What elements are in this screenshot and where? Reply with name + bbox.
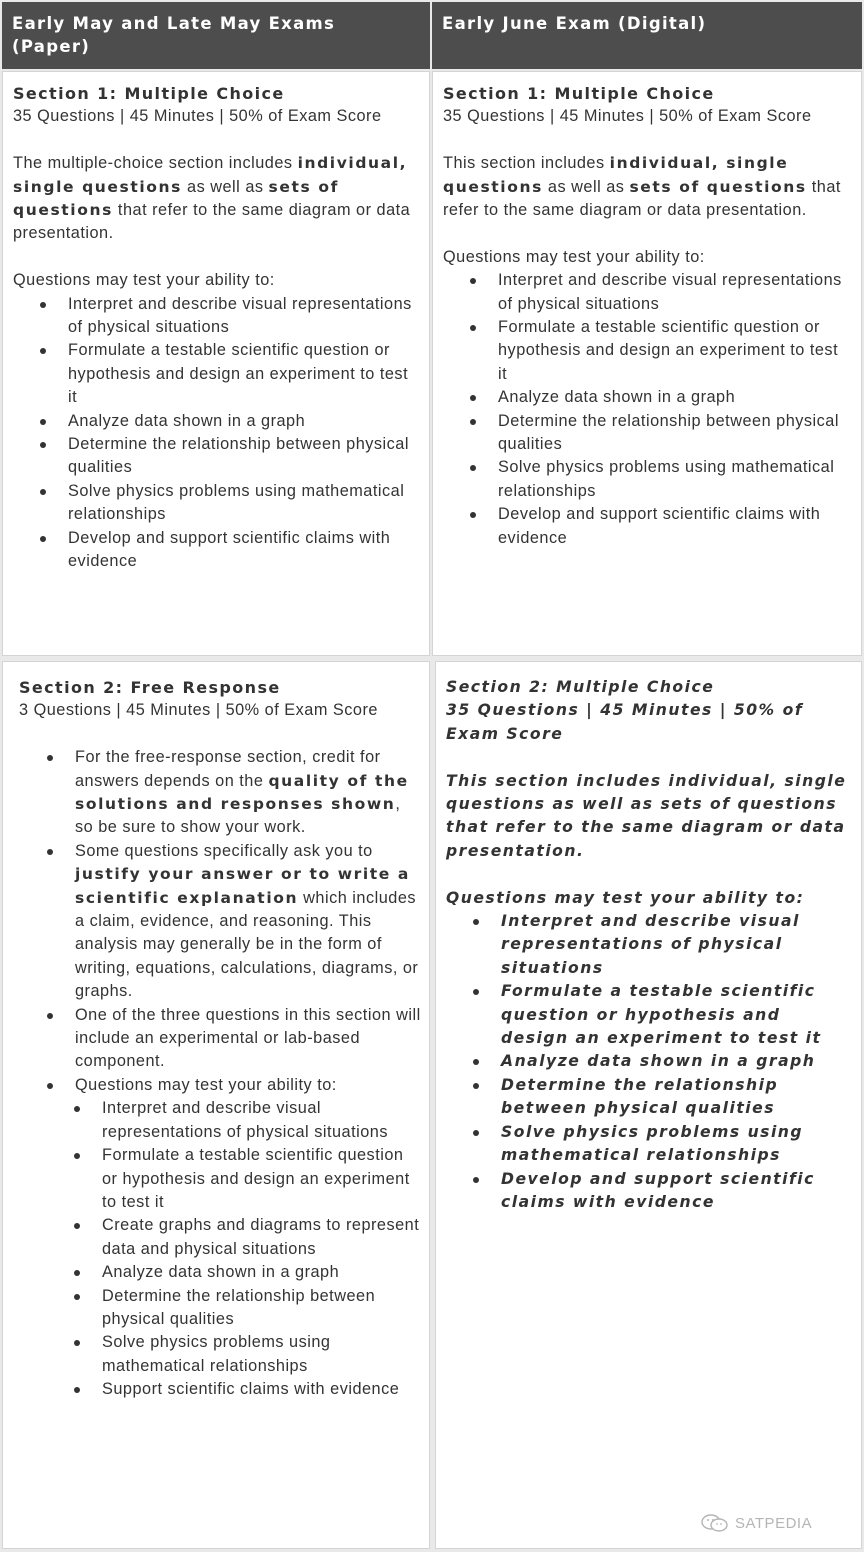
list-item: Analyze data shown in a graph: [498, 386, 851, 409]
paper-section-2: [2, 661, 430, 1549]
list-item: Solve physics problems using mathematical relationships: [501, 1121, 851, 1168]
list-item: Determine the relationship between physical qualities: [68, 433, 419, 480]
watermark-text: SATPEDIA: [735, 1514, 813, 1532]
section-title: Section 1: Multiple Choice: [13, 84, 285, 103]
section-meta: 35 Questions | 45 Minutes | 50% of Exam Score: [446, 701, 804, 743]
free-response-list: [19, 746, 421, 1401]
section-intro: This section includes individual, single questions as well as sets of questions that refer to the same diagram or data presentation.: [443, 154, 841, 220]
list-item: Solve physics problems using mathematical relationships: [102, 1331, 421, 1378]
list-item: Formulate a testable scientific question or hypothesis and design an experiment to test it: [68, 339, 419, 409]
section-title: Section 2: Free Response: [19, 678, 281, 697]
list-item: Determine the relationship between physical qualities: [501, 1074, 851, 1121]
list-item: Interpret and describe visual representations of physical situations: [498, 269, 851, 316]
watermark: [700, 1513, 812, 1533]
list-item: Develop and support scientific claims with evidence: [498, 503, 851, 550]
list-item: Formulate a testable scientific question or hypothesis and design an experiment to test it: [102, 1144, 421, 1214]
digital-section-2: [435, 661, 862, 1549]
list-item: Some questions specifically ask you to justify your answer or to write a scientific explanation which includes a claim, evidence, and reasoning. This analysis may generally be in the form of writing, equations, calculations, diagrams, or graphs.: [75, 840, 421, 1004]
digital-section-1: [432, 71, 862, 656]
wechat-icon: [700, 1513, 730, 1533]
list-item: Analyze data shown in a graph: [102, 1261, 421, 1284]
header-digital-exam: Early June Exam (Digital): [432, 2, 862, 69]
list-item: Create graphs and diagrams to represent data and physical situations: [102, 1214, 421, 1261]
header-paper-exam: Early May and Late May Exams (Paper): [2, 2, 430, 69]
list-item: Interpret and describe visual representations of physical situations: [102, 1097, 421, 1144]
list-item: Determine the relationship between physical qualities: [102, 1285, 421, 1332]
section-intro: This section includes individual, single questions as well as sets of questions that refer to the same diagram or data presentation.: [446, 771, 847, 860]
paper-section-1: [2, 71, 430, 656]
list-item: One of the three questions in this section will include an experimental or lab-based component.: [75, 1004, 421, 1074]
section-meta: 3 Questions | 45 Minutes | 50% of Exam Score: [19, 701, 378, 720]
list-item: Support scientific claims with evidence: [102, 1378, 421, 1401]
section-intro: The multiple-choice section includes individual, single questions as well as sets of questions that refer to the same diagram or data presentation.: [13, 154, 411, 243]
list-item: Interpret and describe visual representations of physical situations: [68, 293, 419, 340]
list-item: Solve physics problems using mathematical relationships: [68, 480, 419, 527]
list-item: Formulate a testable scientific question or hypothesis and design an experiment to test it: [501, 980, 851, 1050]
section-title: Section 2: Multiple Choice: [446, 678, 715, 696]
skills-list: [446, 910, 851, 1214]
skills-lead: Questions may test your ability to:: [13, 271, 275, 290]
skills-lead: Questions may test your ability to:: [443, 247, 705, 266]
list-item: Questions may test your ability to: Interpret and describe visual representations of physical situations Formulate a testable scientific question or hypothesis and design an experiment to test it Create graphs and diagrams to represent data and physical situations Analyze data shown in a graph Determine the relationship between physical qualities Solve physics problems using mathematical relationships Support scientific claims with evidence: [75, 1074, 421, 1402]
skills-lead: Questions may test your ability to:: [446, 888, 805, 907]
list-item: Determine the relationship between physical qualities: [498, 410, 851, 457]
list-item: Interpret and describe visual representations of physical situations: [501, 910, 851, 980]
section-meta: 35 Questions | 45 Minutes | 50% of Exam Score: [443, 107, 812, 126]
skills-list: [13, 293, 419, 574]
list-item: Analyze data shown in a graph: [501, 1050, 851, 1073]
skills-list: [75, 1097, 421, 1401]
list-item: Analyze data shown in a graph: [68, 410, 419, 433]
list-item: Formulate a testable scientific question or hypothesis and design an experiment to test it: [498, 316, 851, 386]
list-item: For the free-response section, credit for answers depends on the quality of the solutions and responses shown, so be sure to show your work.: [75, 746, 421, 840]
list-item: Solve physics problems using mathematical relationships: [498, 456, 851, 503]
list-item: Develop and support scientific claims with evidence: [68, 527, 419, 574]
list-item: Develop and support scientific claims with evidence: [501, 1168, 851, 1215]
section-title: Section 1: Multiple Choice: [443, 84, 715, 103]
skills-list: [443, 269, 851, 550]
section-meta: 35 Questions | 45 Minutes | 50% of Exam Score: [13, 107, 382, 126]
